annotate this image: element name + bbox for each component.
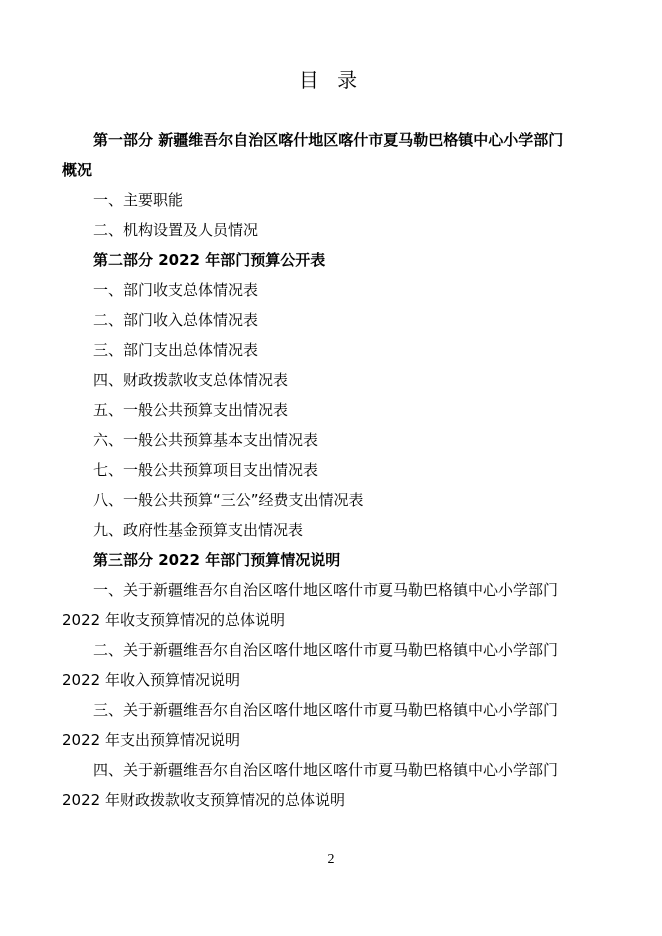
toc-line: 八、一般公共预算“三公”经费支出情况表 (93, 491, 364, 509)
toc-line: 四、财政拨款收支总体情况表 (93, 371, 289, 389)
table-of-contents (62, 125, 610, 815)
page-number: 2 (327, 852, 335, 867)
toc-line: 一、关于新疆维吾尔自治区喀什地区喀什市夏马勒巴格镇中心小学部门 (93, 581, 559, 599)
toc-line: 九、政府性基金预算支出情况表 (93, 521, 304, 539)
toc-line: 一、主要职能 (93, 191, 184, 209)
toc-line: 二、关于新疆维吾尔自治区喀什地区喀什市夏马勒巴格镇中心小学部门 (93, 641, 559, 659)
toc-line: 五、一般公共预算支出情况表 (93, 401, 289, 419)
toc-line: 2022 年收支预算情况的总体说明 (62, 611, 285, 629)
toc-line: 第三部分 2022 年部门预算情况说明 (93, 551, 341, 569)
toc-line: 2022 年支出预算情况说明 (62, 731, 240, 749)
toc-line: 概况 (62, 161, 93, 179)
toc-line: 第二部分 2022 年部门预算公开表 (93, 251, 326, 269)
toc-line: 二、机构设置及人员情况 (93, 221, 259, 239)
toc-line: 六、一般公共预算基本支出情况表 (93, 431, 319, 449)
toc-line: 三、关于新疆维吾尔自治区喀什地区喀什市夏马勒巴格镇中心小学部门 (93, 701, 559, 719)
toc-line: 一、部门收支总体情况表 (93, 281, 259, 299)
toc-line: 2022 年财政拨款收支预算情况的总体说明 (62, 791, 345, 809)
page-title: 目 录 (298, 68, 364, 92)
toc-line: 二、部门收入总体情况表 (93, 311, 259, 329)
toc-line: 三、部门支出总体情况表 (93, 341, 259, 359)
toc-line: 2022 年收入预算情况说明 (62, 671, 240, 689)
toc-line: 四、关于新疆维吾尔自治区喀什地区喀什市夏马勒巴格镇中心小学部门 (93, 761, 559, 779)
toc-line: 七、一般公共预算项目支出情况表 (93, 461, 319, 479)
toc-line: 第一部分 新疆维吾尔自治区喀什地区喀什市夏马勒巴格镇中心小学部门 (93, 131, 564, 149)
